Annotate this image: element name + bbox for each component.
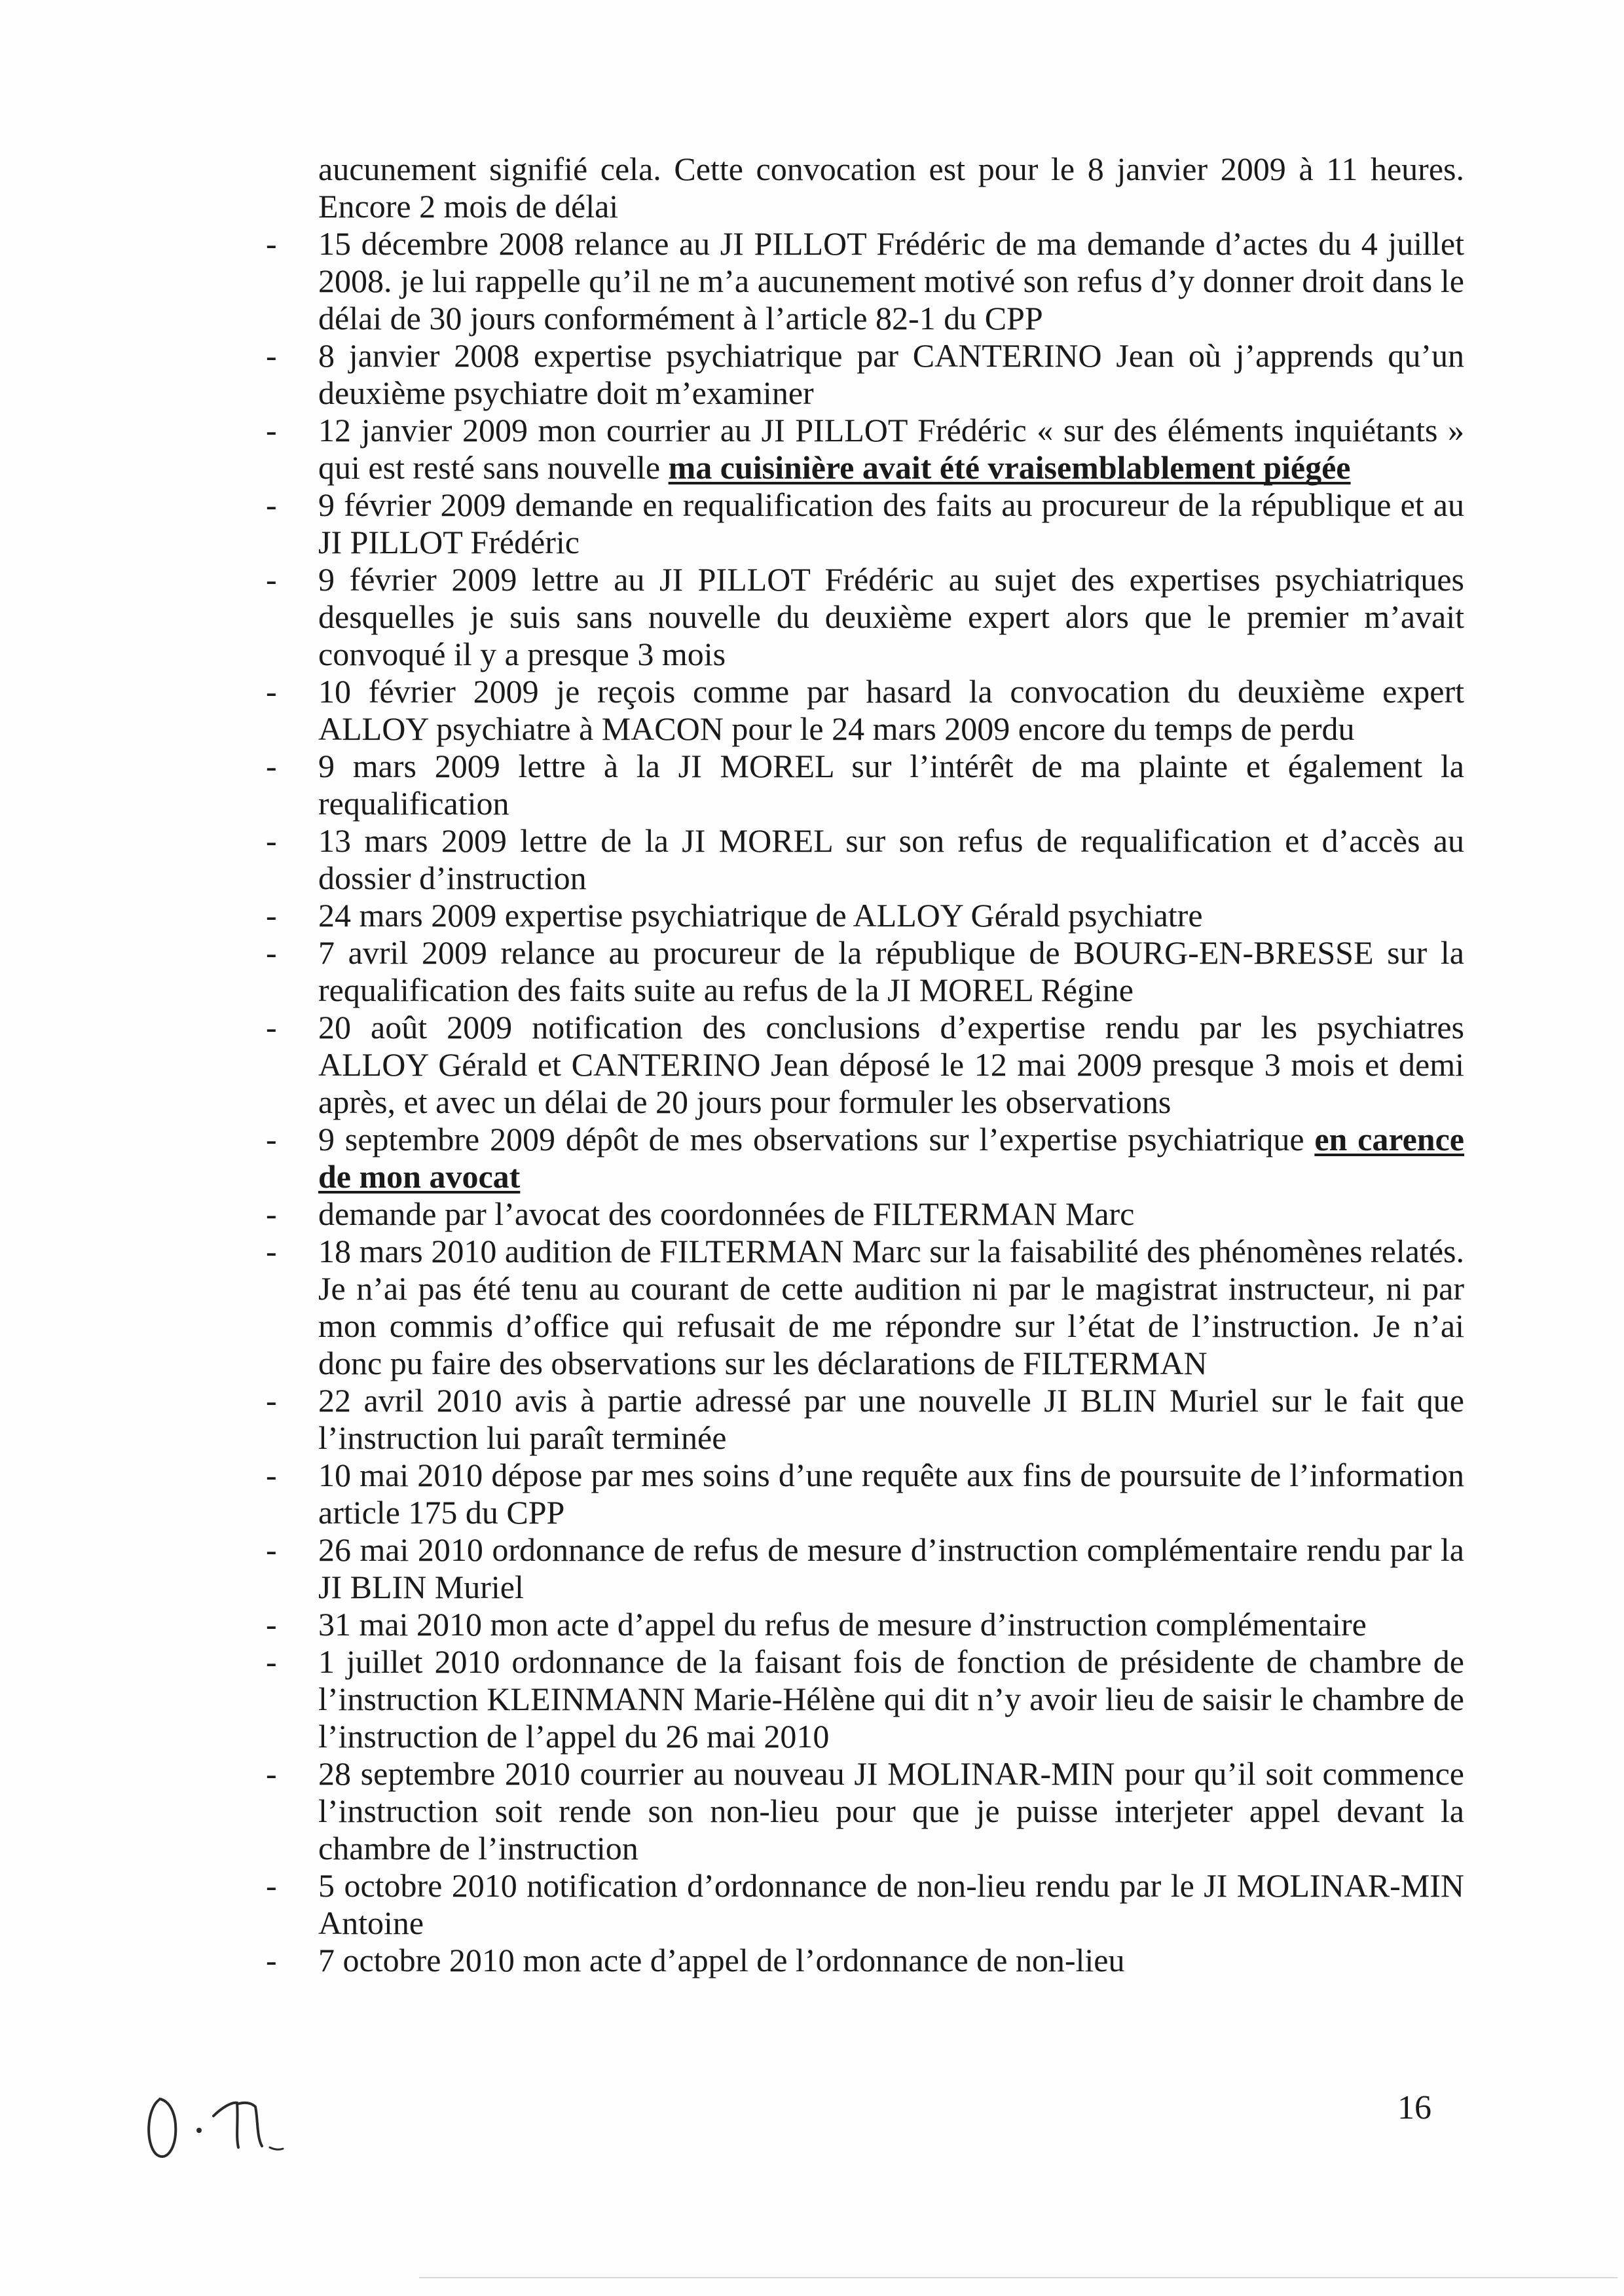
bullet-dash: - bbox=[266, 412, 277, 448]
list-item-text: 9 septembre 2009 dépôt de mes observations sur l’expertise psychiatrique bbox=[318, 1121, 1304, 1157]
bullet-dash: - bbox=[266, 1121, 277, 1157]
list-item-text: 8 janvier 2008 expertise psychiatrique par CANTERINO Jean où j’apprends qu’un deuxième psychiatre doit m’examiner bbox=[318, 337, 1464, 411]
list-item-text: 15 décembre 2008 relance au JI PILLOT Frédéric de ma demande d’actes du 4 juillet 2008. je lui rappelle qu’il ne m’a aucunement motivé son refus d’y donner droit dans le délai de 30 jours conformément à l’article 82-1 du CPP bbox=[318, 225, 1464, 337]
list-item-text: 28 septembre 2010 courrier au nouveau JI MOLINAR-MIN pour qu’il soit commence l’instruction soit rende son non-lieu pour que je puisse interjeter appel devant la chambre de l’instruction bbox=[318, 1755, 1464, 1867]
list-item bbox=[259, 1382, 1464, 1457]
bullet-dash: - bbox=[266, 748, 277, 784]
list-item bbox=[259, 486, 1464, 561]
list-item bbox=[259, 934, 1464, 1009]
list-item bbox=[259, 1531, 1464, 1606]
list-item-text: 9 mars 2009 lettre à la JI MOREL sur l’intérêt de ma plainte et également la requalification bbox=[318, 748, 1464, 822]
list-item-text: 13 mars 2009 lettre de la JI MOREL sur son refus de requalification et d’accès au dossier d’instruction bbox=[318, 822, 1464, 896]
bullet-dash: - bbox=[266, 1531, 277, 1568]
list-item-text: 22 avril 2010 avis à partie adressé par une nouvelle JI BLIN Muriel sur le fait que l’instruction lui paraît terminée bbox=[318, 1382, 1464, 1456]
intro-paragraph bbox=[318, 151, 1464, 225]
bullet-dash: - bbox=[266, 897, 277, 934]
bullet-dash: - bbox=[266, 561, 277, 598]
list-item bbox=[259, 1233, 1464, 1382]
bullet-dash: - bbox=[266, 1009, 277, 1046]
list-item bbox=[259, 673, 1464, 748]
list-item-text: 10 mai 2010 dépose par mes soins d’une requête aux fins de poursuite de l’information article 175 du CPP bbox=[318, 1457, 1464, 1531]
list-item-text: 7 octobre 2010 mon acte d’appel de l’ordonnance de non-lieu bbox=[318, 1942, 1125, 1978]
list-item bbox=[259, 337, 1464, 412]
list-item-text: 24 mars 2009 expertise psychiatrique de ALLOY Gérald psychiatre bbox=[318, 897, 1203, 934]
list-item-text: 12 janvier 2009 mon courrier au JI PILLOT Frédéric « sur des éléments inquiétants » qui est resté sans nouvelle bbox=[318, 412, 1464, 486]
list-item bbox=[259, 1755, 1464, 1867]
list-item bbox=[259, 1121, 1464, 1195]
bullet-dash: - bbox=[266, 1382, 277, 1419]
list-item bbox=[259, 561, 1464, 673]
list-item-text: 31 mai 2010 mon acte d’appel du refus de mesure d’instruction complémentaire bbox=[318, 1606, 1367, 1643]
bullet-dash: - bbox=[266, 1643, 277, 1680]
bullet-dash: - bbox=[266, 1233, 277, 1269]
list-item-emphasis: ma cuisinière avait été vraisemblablement piégée bbox=[668, 449, 1351, 486]
bullet-dash: - bbox=[266, 934, 277, 971]
handwritten-initials bbox=[140, 2074, 323, 2166]
list-item-text: 1 juillet 2010 ordonnance de la faisant fois de fonction de présidente de chambre de l’instruction KLEINMANN Marie-Hélène qui dit n’y avoir lieu de saisir le chambre de l’instruction de l’appel du 26 mai 2010 bbox=[318, 1643, 1464, 1755]
list-item bbox=[259, 1457, 1464, 1531]
bullet-dash: - bbox=[266, 1942, 277, 1978]
list-item-text: 26 mai 2010 ordonnance de refus de mesure d’instruction complémentaire rendu par la JI BLIN Muriel bbox=[318, 1531, 1464, 1605]
bullet-dash: - bbox=[266, 1755, 277, 1792]
bullet-dash: - bbox=[266, 486, 277, 523]
bullet-dash: - bbox=[266, 1867, 277, 1904]
list-item-text: 9 février 2009 demande en requalification des faits au procureur de la république et au JI PILLOT Frédéric bbox=[318, 486, 1464, 560]
list-item-text: 9 février 2009 lettre au JI PILLOT Frédéric au sujet des expertises psychiatriques desquelles je suis sans nouvelle du deuxième expert alors que le premier m’avait convoqué il y a presque 3 mois bbox=[318, 561, 1464, 672]
list-item-text: demande par l’avocat des coordonnées de FILTERMAN Marc bbox=[318, 1195, 1135, 1232]
bullet-dash: - bbox=[266, 822, 277, 859]
list-item bbox=[259, 1942, 1464, 1979]
bullet-dash: - bbox=[266, 225, 277, 262]
list-item bbox=[259, 1643, 1464, 1755]
list-item bbox=[259, 822, 1464, 897]
bullet-dash: - bbox=[266, 1606, 277, 1643]
intro-line: aucunement signifié cela. Cette convocation est pour le 8 janvier 2009 à 11 heures. Encore 2 mois de délai bbox=[318, 151, 1464, 225]
bullet-dash: - bbox=[266, 1195, 277, 1232]
list-item-text: 20 août 2009 notification des conclusions d’expertise rendu par les psychiatres ALLOY Gérald et CANTERINO Jean déposé le 12 mai 2009 presque 3 mois et demi après, et avec un délai de 20 jours pour formuler les observations bbox=[318, 1009, 1464, 1120]
list-item-text: 10 février 2009 je reçois comme par hasard la convocation du deuxième expert ALLOY psychiatre à MACON pour le 24 mars 2009 encore du temps de perdu bbox=[318, 673, 1464, 747]
list-item bbox=[259, 1867, 1464, 1942]
bullet-dash: - bbox=[266, 1457, 277, 1493]
list-item bbox=[259, 748, 1464, 822]
list-item-emphasis: en carence de mon avocat bbox=[318, 1121, 1464, 1195]
list-item bbox=[259, 412, 1464, 486]
page-number: 16 bbox=[1397, 2089, 1431, 2126]
list-item bbox=[259, 225, 1464, 337]
list-item bbox=[259, 1606, 1464, 1643]
list-item bbox=[259, 897, 1464, 934]
bullet-dash: - bbox=[266, 337, 277, 374]
list-item-text: 7 avril 2009 relance au procureur de la république de BOURG-EN-BRESSE sur la requalification des faits suite au refus de la JI MOREL Régine bbox=[318, 934, 1464, 1008]
list-item-text: 5 octobre 2010 notification d’ordonnance de non-lieu rendu par le JI MOLINAR-MIN Antoine bbox=[318, 1867, 1464, 1941]
bullet-dash: - bbox=[266, 673, 277, 710]
document-body bbox=[259, 151, 1464, 1979]
list-item bbox=[259, 1195, 1464, 1233]
scan-edge-line bbox=[419, 2277, 1617, 2278]
list-item bbox=[259, 1009, 1464, 1121]
list-item-text: 18 mars 2010 audition de FILTERMAN Marc sur la faisabilité des phénomènes relatés. Je n’ai pas été tenu au courant de cette audition ni par le magistrat instructeur, ni par mon commis d’office qui refusait de me répondre sur l’état de l’instruction. Je n’ai donc pu faire des observations sur les déclarations de FILTERMAN bbox=[318, 1233, 1464, 1381]
